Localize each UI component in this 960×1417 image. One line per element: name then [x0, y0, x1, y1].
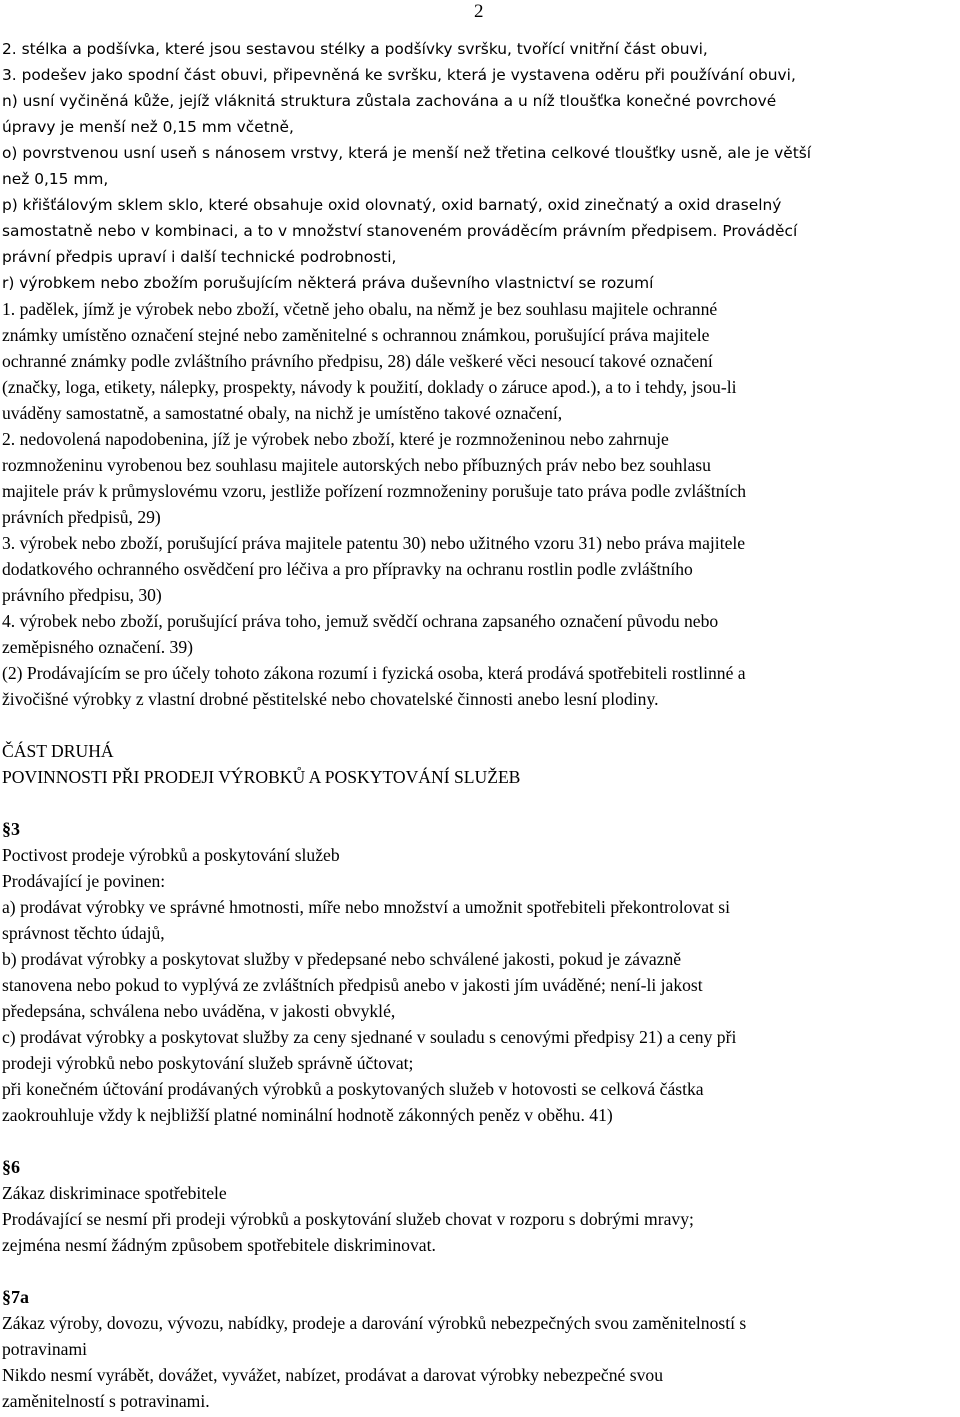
section-title: Zákaz výroby, dovozu, vývozu, nabídky, prodeje a darování výrobků nebezpečných svou zaměnitelností s: [2, 1313, 747, 1333]
section-symbol: §: [2, 819, 11, 839]
text-line: a) prodávat výrobky ve správné hmotnosti, míře nebo množství a umožnit spotřebiteli překontrolovat si: [2, 897, 731, 917]
section-title-continued: potravinami: [2, 1339, 88, 1359]
section-symbol: §: [2, 1287, 11, 1307]
section-heading-6: [2, 1154, 956, 1180]
part-title: ČÁST DRUHÁ: [2, 741, 114, 761]
spacer: [2, 712, 956, 738]
text-line: 1. padělek, jímž je výrobek nebo zboží, včetně jeho obalu, na němž je bez souhlasu majitele ochranné: [2, 299, 718, 319]
text-line: než 0,15 mm,: [2, 170, 109, 188]
text-line: 2. stélka a podšívka, které jsou sestavou stélky a podšívky svršku, tvořící vnitřní část obuvi,: [2, 40, 708, 58]
text-line: 3. podešev jako spodní část obuvi, připevněná ke svršku, která je vystavena oděru při používání obuvi,: [2, 66, 796, 84]
text-line: b) prodávat výrobky a poskytovat služby v předepsané nebo schválené jakosti, pokud je závazně: [2, 949, 682, 969]
text-line: rozmnoženinu vyrobenou bez souhlasu majitele autorských nebo příbuzných práv nebo bez souhlasu: [2, 455, 711, 475]
text-line: zeměpisného označení. 39): [2, 637, 194, 657]
section-symbol: §: [2, 1157, 11, 1177]
text-line: 2. nedovolená napodobenina, jíž je výrobek nebo zboží, které je rozmnoženinou nebo zahrnuje: [2, 429, 669, 449]
text-line: 4. výrobek nebo zboží, porušující práva toho, jemuž svědčí ochrana zapsaného označení původu nebo: [2, 611, 719, 631]
text-line: ochranné známky podle zvláštního právního předpisu, 28) dále veškeré věci nesoucí takové označení: [2, 351, 713, 371]
text-line: zaokrouhluje vždy k nejbližší platné nominální hodnotě zákonných peněz v oběhu. 41): [2, 1105, 613, 1125]
spacer: [2, 1128, 956, 1154]
text-line: n) usní vyčiněná kůže, jejíž vláknitá struktura zůstala zachována a u níž tloušťka konečné povrchové: [2, 92, 777, 110]
text-line: zaměnitelností s potravinami.: [2, 1391, 210, 1411]
text-line: předepsána, schválena nebo uváděna, v jakosti obvyklé,: [2, 1001, 396, 1021]
spacer: [2, 1258, 956, 1284]
text-line: živočišné výrobky z vlastní drobné pěstitelské nebo chovatelské činnosti anebo lesní plodiny.: [2, 689, 659, 709]
text-line: o) povrstvenou usní useň s nánosem vrstvy, která je menší než třetina celkové tloušťky usně, ale je větší: [2, 144, 812, 162]
text-line: správnost těchto údajů,: [2, 923, 165, 943]
section-number: 6: [11, 1157, 20, 1177]
text-line: 3. výrobek nebo zboží, porušující práva majitele patentu 30) nebo užitného vzoru 31) nebo práva majitele: [2, 533, 746, 553]
text-line: právního předpisu, 30): [2, 585, 162, 605]
section-title: Zákaz diskriminace spotřebitele: [2, 1183, 227, 1203]
text-line: Nikdo nesmí vyrábět, dovážet, vyvážet, nabízet, prodávat a darovat výrobky nebezpečné svou: [2, 1365, 663, 1385]
text-line: dodatkového ochranného osvědčení pro léčiva a pro přípravky na ochranu rostlin podle zvláštního: [2, 559, 693, 579]
text-line: p) křišťálovým sklem sklo, které obsahuje oxid olovnatý, oxid barnatý, oxid zinečnatý a oxid draselný: [2, 196, 782, 214]
text-line: c) prodávat výrobky a poskytovat služby za ceny sjednané v souladu s cenovými předpisy 21) a ceny při: [2, 1027, 737, 1047]
text-line: Prodávající je povinen:: [2, 871, 166, 891]
document-body: [2, 36, 956, 1414]
text-line: uváděny samostatně, a samostatné obaly, na nichž je umístěno takové označení,: [2, 403, 563, 423]
part-subtitle: POVINNOSTI PŘI PRODEJI VÝROBKŮ A POSKYTOVÁNÍ SLUŽEB: [2, 767, 521, 787]
text-line: r) výrobkem nebo zbožím porušujícím některá práva duševního vlastnictví se rozumí: [2, 274, 654, 292]
section-number: 7a: [11, 1287, 29, 1307]
text-line: úpravy je menší než 0,15 mm včetně,: [2, 118, 294, 136]
text-line: právních předpisů, 29): [2, 507, 161, 527]
text-line: (2) Prodávajícím se pro účely tohoto zákona rozumí i fyzická osoba, která prodává spotřebiteli rostlinné a: [2, 663, 746, 683]
section-heading-3: [2, 816, 956, 842]
text-line: známky umístěno označení stejné nebo zaměnitelné s ochrannou známkou, porušující práva majitele: [2, 325, 710, 345]
page-number: 2: [474, 1, 484, 22]
text-line: samostatně nebo v kombinaci, a to v množství stanoveném prováděcím právním předpisem. Prováděcí: [2, 222, 798, 240]
text-line: při konečném účtování prodávaných výrobků a poskytovaných služeb v hotovosti se celková částka: [2, 1079, 704, 1099]
text-line: stanovena nebo pokud to vyplývá ze zvláštních předpisů anebo v jakosti jím uváděné; není-li jakost: [2, 975, 703, 995]
text-line: (značky, loga, etikety, nálepky, prospekty, návody k použití, doklady o záruce apod.), a to i tehdy, jsou-li: [2, 377, 737, 397]
text-line: právní předpis upraví i další technické podrobnosti,: [2, 248, 397, 266]
text-line: zejména nesmí žádným způsobem spotřebitele diskriminovat.: [2, 1235, 436, 1255]
section-heading-7a: [2, 1284, 956, 1310]
section-title: Poctivost prodeje výrobků a poskytování služeb: [2, 845, 340, 865]
text-line: majitele práv k průmyslovému vzoru, jestliže pořízení rozmnoženiny porušuje tato práva podle zvláštních: [2, 481, 747, 501]
section-number: 3: [11, 819, 20, 839]
text-line: prodeji výrobků nebo poskytování služeb správně účtovat;: [2, 1053, 414, 1073]
spacer: [2, 790, 956, 816]
text-line: Prodávající se nesmí při prodeji výrobků a poskytování služeb chovat v rozporu s dobrými mravy;: [2, 1209, 694, 1229]
